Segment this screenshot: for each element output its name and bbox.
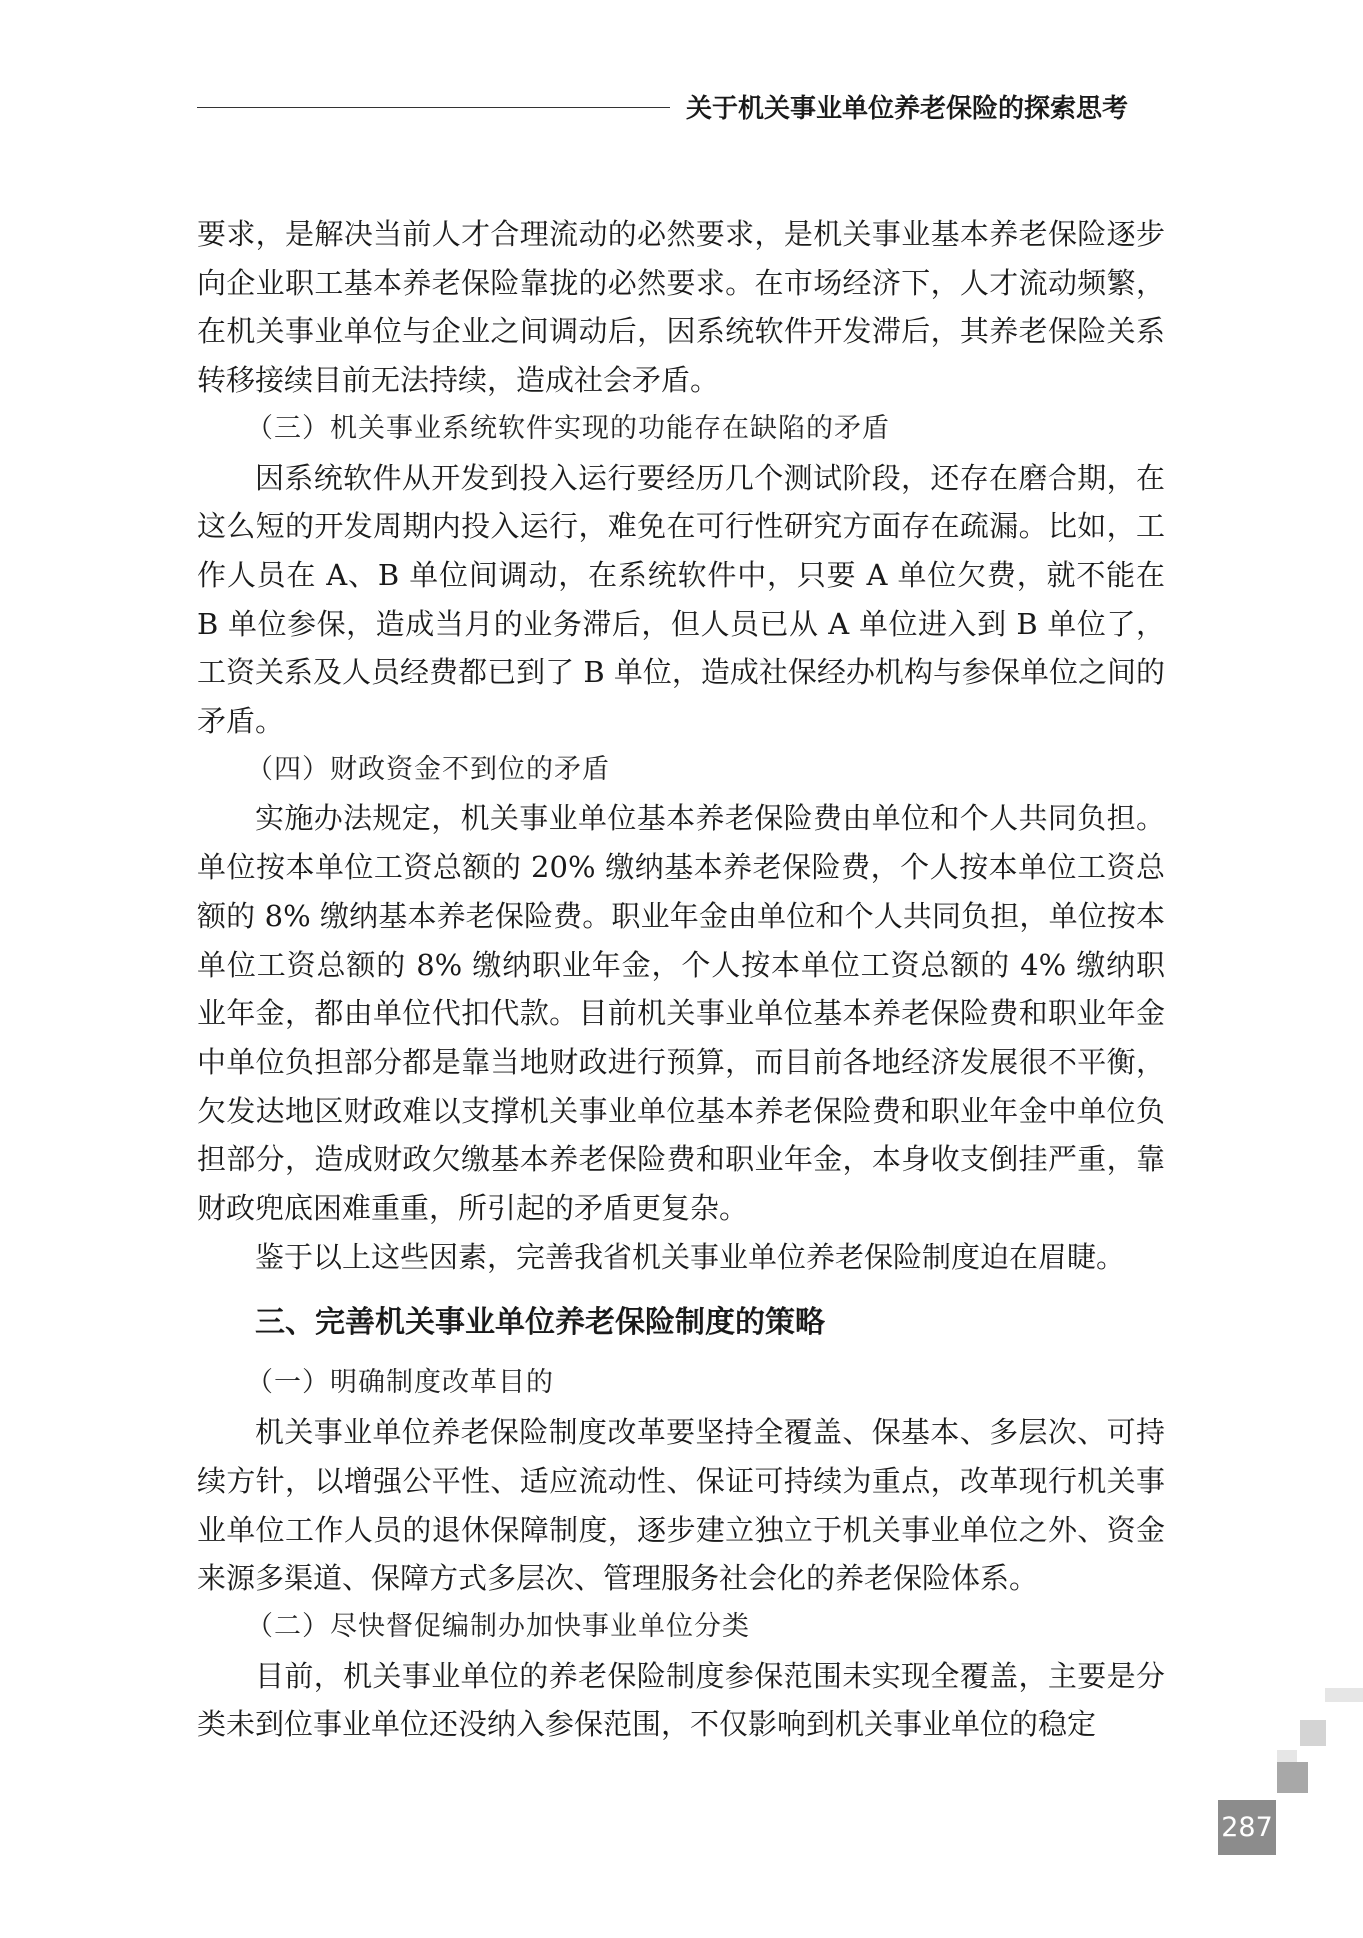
subheading-2: （二）尽快督促编制办加快事业单位分类 — [246, 1610, 750, 1642]
page-body — [197, 210, 1165, 1749]
paragraph-4: 鉴于以上这些因素，完善我省机关事业单位养老保险制度迫在眉睫。 — [255, 1239, 1126, 1274]
paragraph-3: 实施办法规定，机关事业单位基本养老保险费由单位和个人共同负担。单位按本单位工资总额的 20% 缴纳基本养老保险费，个人按本单位工资总额的 8% 缴纳基本养老保险费。职业年金由单位和个人共同负担，单位按本单位工资总额的 8% 缴纳职业年金，个人按本单位工资总额的 4% 缴纳职业年金，都由单位代扣代款。目前机关事业单位基本养老保险费和职业年金中单位负担部分都是靠当地财政进行预算，而目前各地经济发展很不平衡，欠发达地区财政难以支撑机关事业单位基本养老保险费和职业年金中单位负担部分，造成财政欠缴基本养老保险费和职业年金，本身收支倒挂严重，靠财政兜底困难重重，所引起的矛盾更复杂。 — [197, 801, 1165, 1226]
running-title: 关于机关事业单位养老保险的探索思考 — [686, 94, 1129, 124]
subheading-3: （三）机关事业系统软件实现的功能存在缺陷的矛盾 — [246, 412, 890, 444]
page-number: 287 — [1218, 1800, 1276, 1855]
section-heading-3: 三、完善机关事业单位养老保险制度的策略 — [255, 1305, 825, 1341]
corner-decoration-2 — [1300, 1720, 1326, 1746]
subheading-1: （一）明确制度改革目的 — [246, 1367, 554, 1399]
header-rule — [197, 107, 670, 108]
paragraph-5: 机关事业单位养老保险制度改革要坚持全覆盖、保基本、多层次、可持续方针，以增强公平性、适应流动性、保证可持续为重点，改革现行机关事业单位工作人员的退休保障制度，逐步建立独立于机关事业单位之外、资金来源多渠道、保障方式多层次、管理服务社会化的养老保险体系。 — [197, 1415, 1165, 1596]
subheading-4: （四）财政资金不到位的矛盾 — [246, 753, 610, 785]
corner-decoration-4 — [1277, 1762, 1308, 1793]
corner-decoration-1 — [1325, 1688, 1363, 1702]
paragraph-6: 目前，机关事业单位的养老保险制度参保范围未实现全覆盖，主要是分类未到位事业单位还没纳入参保范围，不仅影响到机关事业单位的稳定 — [197, 1658, 1165, 1742]
paragraph-2: 因系统软件从开发到投入运行要经历几个测试阶段，还存在磨合期，在这么短的开发周期内投入运行，难免在可行性研究方面存在疏漏。比如，工作人员在 A、B 单位间调动，在系统软件中，只要 A 单位欠费，就不能在 B 单位参保，造成当月的业务滞后，但人员已从 A 单位进入到 B 单位了，工资关系及人员经费都已到了 B 单位，造成社保经办机构与参保单位之间的矛盾。 — [197, 460, 1165, 739]
paragraph-1: 要求，是解决当前人才合理流动的必然要求，是机关事业基本养老保险逐步向企业职工基本养老保险靠拢的必然要求。在市场经济下，人才流动频繁，在机关事业单位与企业之间调动后，因系统软件开发滞后，其养老保险关系转移接续目前无法持续，造成社会矛盾。 — [197, 217, 1165, 398]
